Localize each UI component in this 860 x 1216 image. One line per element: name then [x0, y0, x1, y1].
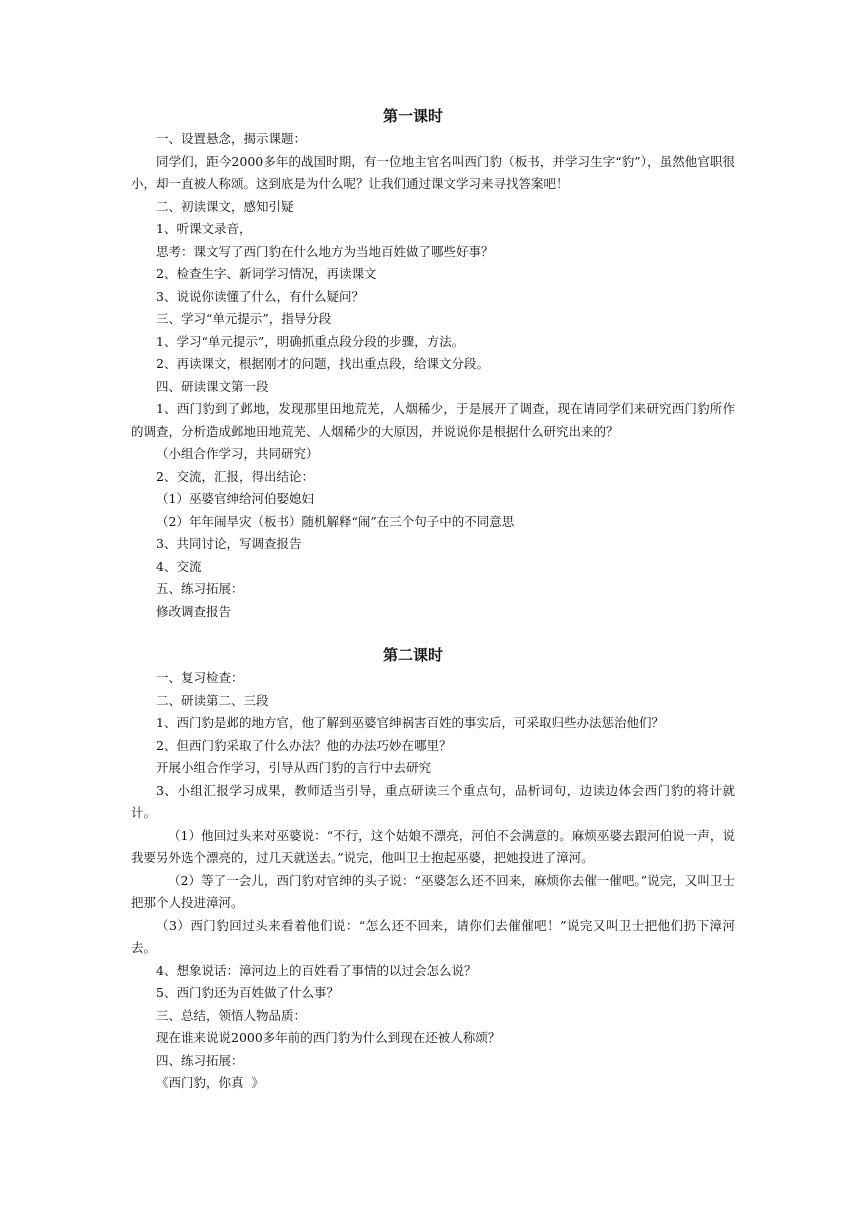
lesson1-item: 3、共同讨论，写调查报告	[156, 536, 302, 551]
lesson2-item: 5、西门豹还为百姓做了什么事？	[156, 985, 339, 1000]
lesson2-item: 《西门豹，你真 》	[156, 1075, 264, 1090]
lesson1-paragraph-intro: 同学们，距今2000多年的战国时期，有一位地主官名叫西门豹（板书，并学习生字“豹”），虽然他官职很小，却一直被人称颂。这到底是为什么呢？让我们通过课文学习来寻找答案吧！	[131, 153, 735, 191]
lesson1-item: 3、说说你读懂了什么，有什么疑问？	[156, 288, 364, 304]
lesson2-heading-2: 二、研读第二、三段	[156, 692, 269, 708]
lesson2-item: 4、想象说话：漳河边上的百姓看了事情的以过会怎么说？	[156, 962, 477, 978]
lesson2-title: 第二课时	[382, 646, 443, 664]
lesson1-item: 修改调查报告	[156, 603, 232, 619]
lesson2-item: 现在谁来说说2000多年前的西门豹为什么到现在还被人称颂？	[156, 1030, 501, 1045]
lesson1-heading-4: 四、研读课文第一段	[156, 378, 269, 394]
lesson1-item: 2、再读课文，根据刚才的问题，找出重点段，给课文分段。	[156, 356, 489, 371]
lesson2-quote: （3）西门豹回过头来看着他们说：“怎么还不回来，请你们去催催吧！”说完又叫卫士把他们扔下漳河去。	[131, 917, 735, 955]
lesson2-heading-1: 一、复习检查：	[156, 670, 244, 685]
lesson1-heading-1: 一、设置悬念，揭示课题：	[156, 131, 307, 146]
lesson1-heading-5: 五、练习拓展：	[156, 581, 244, 596]
lesson1-item: （小组合作学习，共同研究）	[156, 446, 319, 461]
document-page	[131, 104, 735, 1095]
lesson1-item: 2、交流，汇报，得出结论：	[156, 468, 314, 484]
lesson1-heading-2: 二、初读课文，感知引疑	[156, 198, 294, 214]
lesson2-item: 3、小组汇报学习成果，教师适当引导，重点研读三个重点句，品析词句，边读边体会西门豹的将计就计。	[131, 782, 735, 820]
lesson2-quote: （2）等了一会儿，西门豹对官绅的头子说：“巫婆怎么还不回来，麻烦你去催一催吧。”说完，又叫卫士把那个人投进漳河。	[131, 872, 735, 910]
lesson1-item: （1）巫婆官绅给河伯娶媳妇	[156, 491, 314, 506]
lesson2-heading-3: 三、总结，领悟人物品质：	[156, 1007, 307, 1023]
lesson1-item: 1、西门豹到了邺地，发现那里田地荒芜，人烟稀少，于是展开了调查，现在请同学们来研究西门豹所作的调查，分析造成邺地田地荒芜、人烟稀少的大原因，并说说你是根据什么研究出来的？	[131, 401, 735, 439]
lesson2-item: 开展小组合作学习，引导从西门豹的言行中去研究	[156, 760, 432, 775]
section-spacer	[131, 623, 735, 643]
lesson1-item: 1、学习“单元提示”，明确抓重点段分段的步骤，方法。	[156, 333, 465, 349]
lesson1-item: 2、检查生字、新词学习情况，再读课文	[156, 266, 377, 281]
lesson1-item: （2）年年闹旱灾（板书）随机解释“闹”在三个句子中的不同意思	[156, 513, 515, 529]
lesson2-item: 1、西门豹是邺的地方官，他了解到巫婆官绅祸害百姓的事实后，可采取归些办法惩治他们？	[156, 715, 664, 730]
lesson2-quote: （1）他回过头来对巫婆说：“不行，这个姑娘不漂亮，河伯不会满意的。麻烦巫婆去跟河伯说一声，说我要另外选个漂亮的，过几天就送去。”说完，他叫卫士抱起巫婆，把她投进了漳河。	[131, 827, 735, 865]
lesson1-item: 思考：课文写了西门豹在什么地方为当地百姓做了哪些好事？	[156, 243, 494, 259]
lesson1-title: 第一课时	[382, 107, 443, 125]
lesson1-heading-3: 三、学习“单元提示”，指导分段	[156, 311, 332, 326]
lesson1-item: 4、交流	[156, 558, 202, 574]
lesson2-item: 2、但西门豹采取了什么办法？他的办法巧妙在哪里？	[156, 737, 452, 753]
lesson1-item: 1、听课文录音，	[156, 221, 252, 236]
lesson2-heading-4: 四、练习拓展：	[156, 1052, 244, 1068]
